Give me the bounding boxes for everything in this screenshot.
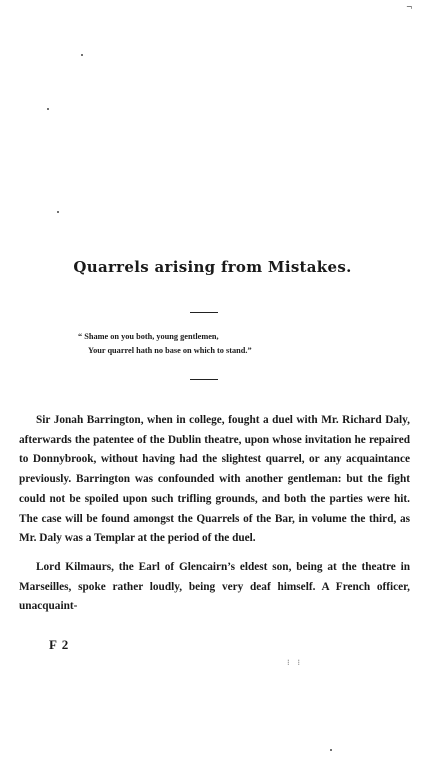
corner-mark: ¬ <box>406 2 412 13</box>
paragraph-barrington: Sir Jonah Barrington, when in college, fought a duel with Mr. Richard Daly, afterwards the patentee of the Dublin theatre, upon whose invitation he repaired to Donnybrook, without having had the slightest quarrel, or any acquaintance previously. Barrington was confounded with another gentleman: but the fight could not be spoiled upon such trifling grounds, and both the parties were hit. The case will be found amongst the Quarrels of the Bar, in volume the third, as Mr. Daly was a Templar at the period of the duel. <box>19 414 410 545</box>
body-text <box>19 411 410 617</box>
paper-speck <box>81 54 83 56</box>
divider-rule-top <box>190 312 218 313</box>
paper-speck <box>330 749 332 751</box>
divider-rule-bottom <box>190 379 218 380</box>
epigraph-line-1: “ Shame on you both, young gentlemen, <box>78 332 219 341</box>
paragraph-kilmaurs: Lord Kilmaurs, the Earl of Glencairn’s eldest son, being at the theatre in Marseilles, spoke rather loudly, being very deaf himself. A French officer, unacquaint- <box>19 560 410 613</box>
chapter-title: Quarrels arising from Mistakes. <box>73 258 352 276</box>
margin-marks: ⁝ ⁝ <box>287 658 304 667</box>
paper-speck <box>57 211 59 213</box>
epigraph <box>78 330 378 358</box>
epigraph-line-2: Your quarrel hath no base on which to stand.” <box>88 346 252 355</box>
paper-speck <box>47 108 49 110</box>
signature-mark: F 2 <box>49 637 70 652</box>
